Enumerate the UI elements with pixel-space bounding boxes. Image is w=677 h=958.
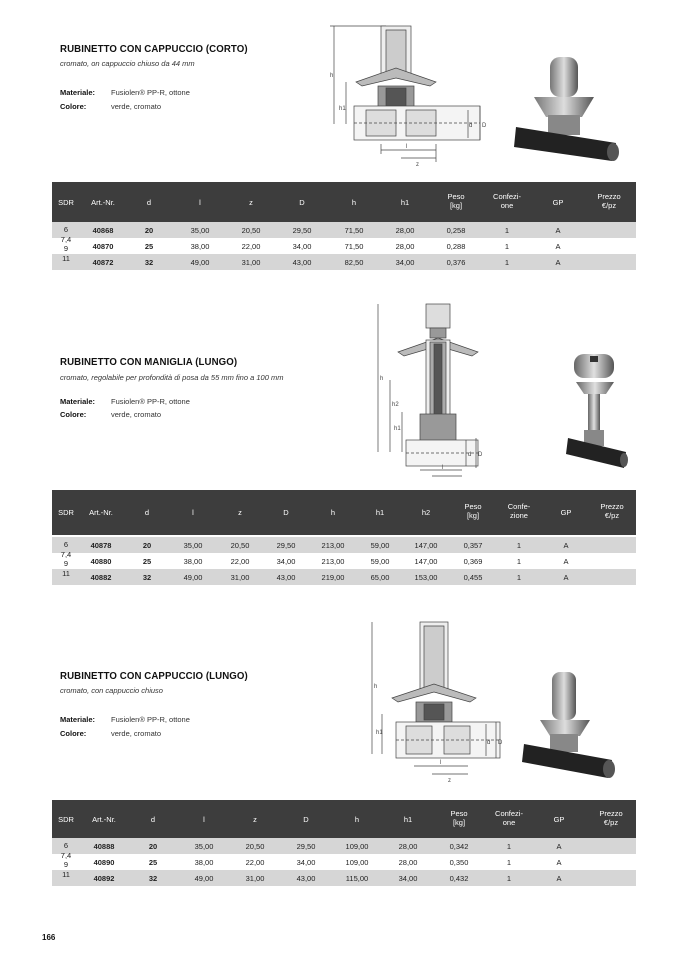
- header-cell: GP: [553, 815, 565, 824]
- technical-drawing: [368, 618, 518, 786]
- svg-text:D: D: [482, 123, 487, 129]
- header-cell: d: [150, 815, 156, 824]
- table-cell: 20,50: [245, 842, 265, 851]
- table-cell: 49,00: [183, 573, 203, 582]
- product-title: RUBINETTO CON CAPPUCCIO (CORTO): [60, 43, 248, 55]
- header-cell: Peso [kg]: [447, 192, 465, 210]
- sdr-value: 6: [63, 841, 69, 850]
- sdr-value: 11: [62, 869, 70, 879]
- table-cell: 59,00: [370, 557, 390, 566]
- header-cell: l: [192, 508, 194, 517]
- table-cell: 153,00: [414, 573, 438, 582]
- svg-text:h1: h1: [376, 730, 383, 736]
- table-row: [52, 838, 636, 854]
- table-cell: 1: [516, 557, 522, 566]
- header-cell: d: [146, 198, 152, 207]
- product-table: [52, 800, 636, 890]
- header-cell: GP: [552, 198, 564, 207]
- table-cell: A: [563, 541, 569, 550]
- table-cell: 25: [144, 242, 154, 251]
- table-cell: 34,00: [276, 557, 296, 566]
- header-cell: h: [351, 198, 357, 207]
- table-cell: 147,00: [414, 541, 438, 550]
- sdr-value: 9: [63, 860, 69, 869]
- table-cell: 1: [504, 226, 510, 235]
- art-nr-cell: 40892: [93, 874, 115, 883]
- header-cell: GP: [560, 508, 572, 517]
- table-cell: 49,00: [194, 874, 214, 883]
- header-cell: SDR: [58, 508, 74, 517]
- table-cell: 25: [142, 557, 152, 566]
- header-cell: Peso [kg]: [464, 502, 482, 520]
- header-cell: h2: [421, 508, 431, 517]
- table-cell: 115,00: [345, 874, 369, 883]
- product-subtitle: cromato, on cappuccio chiuso da 44 mm: [60, 59, 195, 68]
- header-cell: h1: [375, 508, 385, 517]
- table-cell: 34,00: [395, 258, 415, 267]
- svg-text:d: d: [487, 740, 491, 746]
- table-cell: 0,350: [449, 858, 469, 867]
- svg-text:D: D: [478, 452, 483, 458]
- svg-text:z: z: [416, 162, 419, 168]
- table-cell: 1: [504, 242, 510, 251]
- table-cell: 38,00: [183, 557, 203, 566]
- header-cell: d: [144, 508, 150, 517]
- materiale-label: Materiale:: [60, 715, 96, 724]
- art-nr-cell: 40878: [90, 541, 112, 550]
- sdr-value: 11: [62, 253, 70, 263]
- table-cell: 147,00: [414, 557, 438, 566]
- table-cell: 35,00: [194, 842, 214, 851]
- materiale-value: Fusiolen® PP-R, ottone: [111, 715, 190, 724]
- table-cell: 32: [144, 258, 154, 267]
- table-cell: 0,455: [463, 573, 483, 582]
- table-cell: 0,376: [446, 258, 466, 267]
- table-cell: 1: [504, 258, 510, 267]
- table-cell: 25: [148, 858, 158, 867]
- table-cell: A: [556, 842, 562, 851]
- header-cell: Prezzo €/pz: [600, 502, 624, 520]
- sdr-value: 11: [62, 568, 70, 578]
- table-cell: 213,00: [321, 541, 345, 550]
- product-subtitle: cromato, regolabile per profondità di posa da 55 mm fino a 100 mm: [60, 373, 284, 382]
- header-cell: Confe- zione: [507, 502, 531, 520]
- sdr-value: 7,4: [60, 850, 72, 860]
- table-cell: 1: [506, 858, 512, 867]
- product-photo: [522, 670, 618, 782]
- header-cell: SDR: [58, 198, 74, 207]
- header-cell: D: [283, 508, 289, 517]
- table-cell: A: [555, 258, 561, 267]
- table-cell: 29,50: [276, 541, 296, 550]
- art-nr-cell: 40880: [90, 557, 112, 566]
- colore-label: Colore:: [60, 102, 87, 111]
- table-cell: 43,00: [276, 573, 296, 582]
- table-cell: 49,00: [190, 258, 210, 267]
- table-cell: 43,00: [292, 258, 312, 267]
- table-cell: 71,50: [344, 226, 364, 235]
- table-cell: 213,00: [321, 557, 345, 566]
- svg-text:h: h: [330, 73, 334, 79]
- materiale-value: Fusiolen® PP-R, ottone: [111, 88, 190, 97]
- table-cell: 20,50: [241, 226, 261, 235]
- header-cell: h1: [403, 815, 413, 824]
- table-cell: 20: [142, 541, 152, 550]
- table-row: [52, 870, 636, 886]
- svg-text:h1: h1: [339, 106, 346, 112]
- table-cell: 32: [148, 874, 158, 883]
- table-cell: 29,50: [292, 226, 312, 235]
- sdr-values: [56, 841, 76, 879]
- table-cell: 22,00: [230, 557, 250, 566]
- table-cell: 20,50: [230, 541, 250, 550]
- header-cell: Art.-Nr.: [92, 815, 116, 824]
- svg-text:z: z: [448, 778, 451, 784]
- sdr-value: 9: [63, 244, 69, 253]
- table-cell: 1: [516, 541, 522, 550]
- header-cell: z: [253, 815, 257, 824]
- svg-text:h: h: [374, 684, 378, 690]
- sdr-value: 9: [63, 559, 69, 568]
- table-cell: 0,288: [446, 242, 466, 251]
- header-cell: Confezi- one: [493, 192, 521, 210]
- header-cell: Peso [kg]: [450, 809, 468, 827]
- table-cell: A: [555, 226, 561, 235]
- table-cell: 22,00: [241, 242, 261, 251]
- table-cell: A: [555, 242, 561, 251]
- table-header: [52, 800, 636, 838]
- table-cell: 20: [144, 226, 154, 235]
- table-cell: 38,00: [190, 242, 210, 251]
- table-cell: 38,00: [194, 858, 214, 867]
- table-cell: 31,00: [245, 874, 265, 883]
- table-cell: 28,00: [398, 858, 418, 867]
- art-nr-cell: 40888: [93, 842, 115, 851]
- table-cell: 43,00: [296, 874, 316, 883]
- svg-text:l: l: [442, 465, 444, 471]
- table-cell: 71,50: [344, 242, 364, 251]
- table-cell: 31,00: [230, 573, 250, 582]
- table-cell: A: [556, 874, 562, 883]
- table-cell: 0,432: [449, 874, 469, 883]
- table-cell: 34,00: [398, 874, 418, 883]
- header-cell: D: [299, 198, 305, 207]
- table-cell: 35,00: [183, 541, 203, 550]
- svg-text:d: d: [468, 452, 472, 458]
- table-row: [52, 854, 636, 870]
- table-cell: 35,00: [190, 226, 210, 235]
- colore-label: Colore:: [60, 729, 87, 738]
- svg-text:h1: h1: [394, 426, 401, 432]
- materiale-value: Fusiolen® PP-R, ottone: [111, 397, 190, 406]
- header-cell: Confezi- one: [495, 809, 523, 827]
- art-nr-cell: 40890: [93, 858, 115, 867]
- table-cell: 28,00: [395, 226, 415, 235]
- svg-text:D: D: [498, 740, 503, 746]
- header-cell: h: [330, 508, 336, 517]
- product-subtitle: cromato, con cappuccio chiuso: [60, 686, 163, 695]
- colore-value: verde, cromato: [111, 410, 162, 419]
- table-cell: A: [563, 557, 569, 566]
- header-cell: z: [238, 508, 242, 517]
- table-cell: A: [563, 573, 569, 582]
- art-nr-cell: 40870: [92, 242, 114, 251]
- svg-text:l: l: [406, 144, 408, 150]
- materiale-label: Materiale:: [60, 397, 96, 406]
- header-cell: z: [249, 198, 253, 207]
- table-cell: 0,369: [463, 557, 483, 566]
- art-nr-cell: 40872: [92, 258, 114, 267]
- table-cell: 0,357: [463, 541, 483, 550]
- sdr-value: 6: [63, 540, 69, 549]
- art-nr-cell: 40882: [90, 573, 112, 582]
- page-number: 166: [42, 933, 56, 942]
- sdr-value: 6: [63, 225, 69, 234]
- header-cell: l: [199, 198, 201, 207]
- colore-label: Colore:: [60, 410, 87, 419]
- svg-text:h: h: [380, 376, 384, 382]
- header-cell: Art.-Nr.: [91, 198, 115, 207]
- table-cell: 34,00: [296, 858, 316, 867]
- table-cell: 28,00: [395, 242, 415, 251]
- header-cell: Prezzo €/pz: [597, 192, 621, 210]
- table-cell: 65,00: [370, 573, 390, 582]
- table-cell: 0,342: [449, 842, 469, 851]
- sdr-value: 7,4: [60, 234, 72, 244]
- table-cell: 31,00: [241, 258, 261, 267]
- product-title: RUBINETTO CON CAPPUCCIO (LUNGO): [60, 670, 248, 682]
- colore-value: verde, cromato: [111, 729, 162, 738]
- table-cell: 34,00: [292, 242, 312, 251]
- svg-text:h2: h2: [392, 402, 399, 408]
- table-cell: 22,00: [245, 858, 265, 867]
- table-cell: 28,00: [398, 842, 418, 851]
- materiale-label: Materiale:: [60, 88, 96, 97]
- header-cell: SDR: [58, 815, 74, 824]
- table-cell: 1: [506, 842, 512, 851]
- svg-text:l: l: [440, 760, 442, 766]
- table-cell: 82,50: [344, 258, 364, 267]
- table-cell: 59,00: [370, 541, 390, 550]
- table-cell: 109,00: [345, 858, 369, 867]
- table-cell: A: [556, 858, 562, 867]
- colore-value: verde, cromato: [111, 102, 162, 111]
- header-cell: l: [203, 815, 205, 824]
- svg-text:d: d: [469, 123, 473, 129]
- table-cell: 32: [142, 573, 152, 582]
- header-cell: h: [354, 815, 360, 824]
- table-cell: 219,00: [321, 573, 345, 582]
- table-cell: 1: [516, 573, 522, 582]
- table-cell: 109,00: [345, 842, 369, 851]
- header-cell: D: [303, 815, 309, 824]
- table-cell: 0,258: [446, 226, 466, 235]
- header-cell: Art.-Nr.: [89, 508, 113, 517]
- table-cell: 20: [148, 842, 158, 851]
- table-cell: 1: [506, 874, 512, 883]
- header-cell: Prezzo €/pz: [599, 809, 623, 827]
- product-title: RUBINETTO CON MANIGLIA (LUNGO): [60, 356, 238, 368]
- header-cell: h1: [400, 198, 410, 207]
- table-cell: 29,50: [296, 842, 316, 851]
- art-nr-cell: 40868: [92, 226, 114, 235]
- sdr-value: 7,4: [60, 549, 72, 559]
